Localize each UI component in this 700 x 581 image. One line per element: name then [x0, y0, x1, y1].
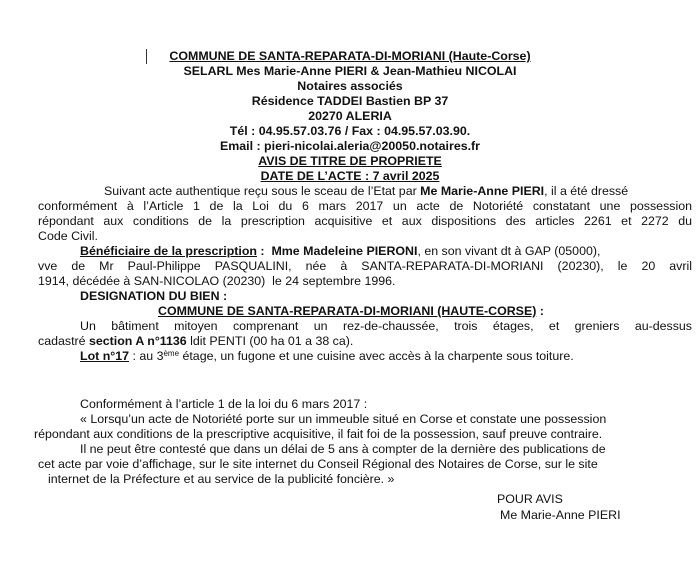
- intro-line-1: [104, 184, 628, 199]
- beneficiary-line-3: 1914, décédée à SAN-NICOLAO (20230) le 24 septembre 1996.: [38, 274, 396, 288]
- header-office: SELARL Mes Marie-Anne PIERI & Jean-Mathieu NICOLAI: [183, 64, 517, 78]
- beneficiary-line-1: [80, 244, 600, 259]
- lot-sep: : au 3: [129, 349, 164, 363]
- cadastre-detail: ldit PENTI (00 ha 01 a 38 ca).: [186, 334, 354, 348]
- beneficiary-line-2: vve de Mr Paul-Philippe PASQUALINI, née à SANTA-REPARATA-DI-MORIANI (20230), le 20 avril: [38, 259, 692, 273]
- law-line-4: Il ne peut être contesté que dans un délai de 5 ans à compter de la dernière des publications de: [80, 442, 606, 456]
- signature-line-2: Me Marie-Anne PIERI: [500, 508, 621, 522]
- signature-line-1: POUR AVIS: [497, 492, 563, 506]
- designation-commune-text: COMMUNE DE SANTA-REPARATA-DI-MORIANI (HAUTE-CORSE): [158, 304, 537, 318]
- beneficiary-name: Mme Madeleine PIERONI: [271, 244, 418, 258]
- designation-heading: DESIGNATION DU BIEN :: [80, 289, 228, 303]
- lot-description: étage, un fugone et une cuisine avec accès à la charpente sous toiture.: [179, 349, 574, 363]
- designation-commune: [158, 304, 544, 319]
- header-address: Résidence TADDEI Bastien BP 37: [251, 94, 449, 108]
- lot-line: [80, 349, 574, 364]
- cadastre-prefix: cadastré: [38, 334, 89, 348]
- intro-text-end: , il a été dressé: [544, 184, 629, 198]
- act-date-text: DATE DE L’ACTE : 7 avril 2025: [260, 169, 440, 183]
- law-line-1: Conformément à l’article 1 de la loi du 6 mars 2017 :: [80, 397, 368, 411]
- lot-label: Lot n°17: [80, 349, 130, 363]
- beneficiary-label: Bénéficiaire de la prescription: [80, 244, 257, 258]
- beneficiary-residence: , en son vivant dt à GAP (05000),: [417, 244, 601, 258]
- law-line-6: internet de la Préfecture et au service de la publicité foncière. »: [48, 472, 395, 486]
- designation-line-1: Un bâtiment mitoyen comprenant un rez-de-chaussée, trois étages, et greniers au-dessus: [80, 319, 692, 333]
- lot-floor-sup: ème: [163, 349, 180, 358]
- notice-title-text: AVIS DE TITRE DE PROPRIETE: [258, 154, 442, 168]
- law-line-5: cet acte par voie d’affichage, sur le site internet du Conseil Régional des Notaires de Corse, sur le site: [38, 457, 598, 471]
- intro-text: Suivant acte authentique reçu sous le sceau de l’Etat par: [104, 184, 421, 198]
- intro-line-4: Code Civil.: [38, 229, 98, 243]
- header-email: Email : pieri-nicolai.aleria@20050.notaires.fr: [219, 139, 480, 153]
- act-date: [0, 169, 700, 184]
- notice-title: [0, 154, 700, 169]
- designation-commune-suffix: :: [536, 304, 544, 318]
- header-role: Notaires associés: [297, 79, 403, 93]
- beneficiary-sep: :: [256, 244, 272, 258]
- law-line-3: répondant aux conditions de la prescriptive acquisitive, il fait foi de la possession, sauf preuve contraire.: [34, 427, 603, 441]
- law-line-2: « Lorsqu’un acte de Notoriété porte sur un immeuble situé en Corse et constate une possession: [80, 412, 607, 426]
- header-phone-fax: Tél : 04.95.57.03.76 / Fax : 04.95.57.03.90.: [229, 124, 471, 138]
- header-commune: [0, 49, 700, 64]
- designation-line-2: [38, 334, 353, 349]
- notary-name: Me Marie-Anne PIERI: [420, 184, 545, 198]
- header-commune-text: COMMUNE DE SANTA-REPARATA-DI-MORIANI (Haute-Corse): [169, 49, 531, 63]
- cadastre-section: section A n°1136: [88, 334, 187, 348]
- intro-line-3: répondant aux conditions de la prescription acquisitive et aux dispositions des articles 2261 et 2272 du: [38, 214, 692, 228]
- intro-line-2: conformément à l’Article 1 de la Loi du 6 mars 2017 un acte de Notoriété constatant une possession: [38, 199, 692, 213]
- header-city: 20270 ALERIA: [308, 109, 392, 123]
